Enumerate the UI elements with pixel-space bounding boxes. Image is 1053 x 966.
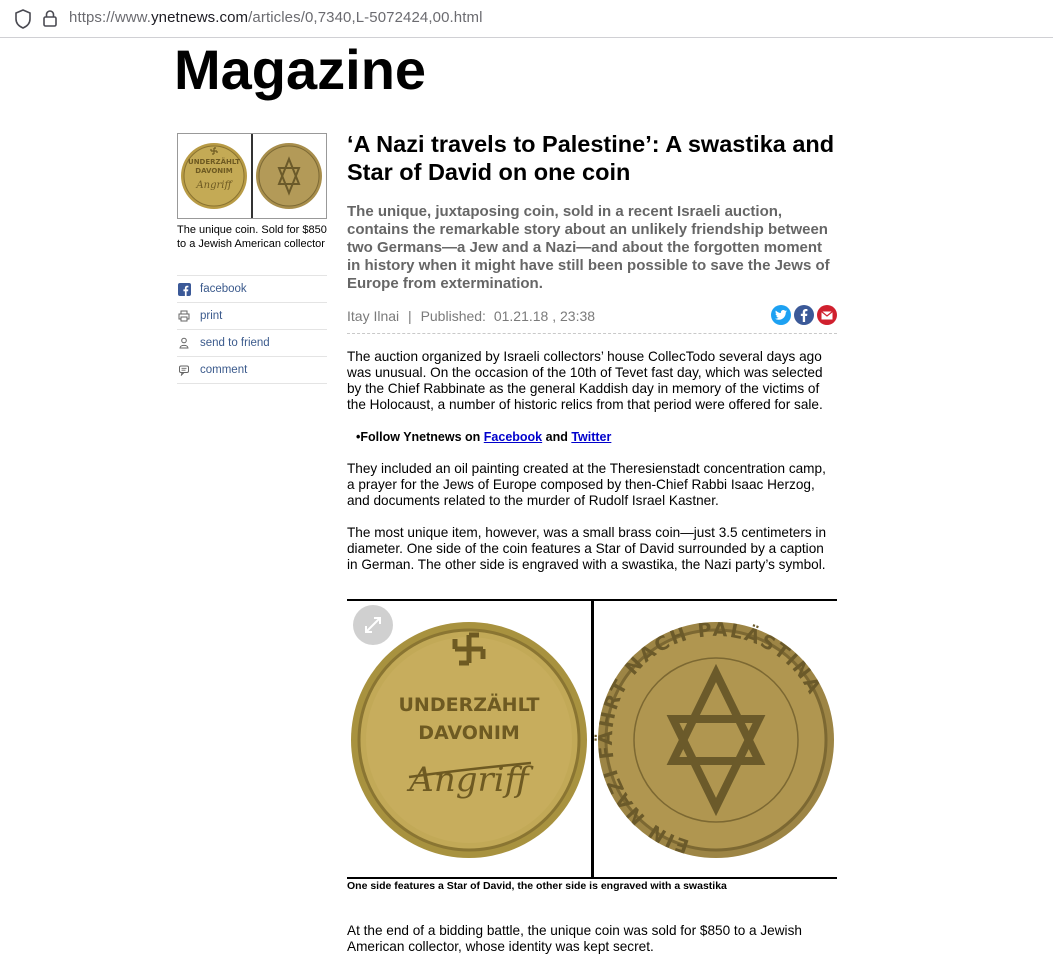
tool-comment[interactable] bbox=[177, 357, 327, 384]
thumb-coin-back bbox=[251, 134, 326, 218]
tool-label: send to friend bbox=[200, 337, 270, 349]
photo-front-script: Angriff bbox=[409, 760, 529, 800]
photo-front-text2: DAVONIM bbox=[418, 722, 520, 744]
url-path: /articles/0,7340,L-5072424,00.html bbox=[248, 9, 483, 26]
author-name[interactable]: Itay Ilnai bbox=[347, 308, 400, 324]
photo-back-ring-text: EIN NAZI FÄHRT NACH PALÄSTINA bbox=[594, 618, 826, 858]
tool-label: print bbox=[200, 310, 223, 322]
expand-icon[interactable] bbox=[353, 605, 393, 645]
photo-caption: One side features a Star of David, the other side is engraved with a swastika bbox=[347, 880, 727, 892]
paragraph-4: At the end of a bidding battle, the unique coin was sold for $850 to a Jewish American collector, whose identity was kept secret. bbox=[347, 923, 802, 954]
share-tools bbox=[177, 275, 327, 384]
url-domain: ynetnews.com bbox=[151, 9, 249, 26]
paragraph-3: The most unique item, however, was a small brass coin—just 3.5 centimeters in diameter. One side of the coin features a Star of David surrounded by a caption in German. The other side is engraved with a swastika, the Nazi party’s symbol. bbox=[347, 525, 827, 572]
article-title: ‘A Nazi travels to Palestine’: A swastika and Star of David on one coin bbox=[347, 131, 835, 185]
tool-label: comment bbox=[200, 364, 248, 376]
thumb-coin-front bbox=[178, 134, 251, 218]
url-scheme: https://www. bbox=[69, 9, 152, 26]
follow-and: and bbox=[542, 430, 572, 444]
thumb-front-text1: UNDERZÄHLT bbox=[188, 158, 240, 166]
follow-line bbox=[347, 430, 837, 444]
article-body bbox=[347, 349, 837, 955]
sidebar bbox=[177, 133, 327, 384]
tool-print[interactable] bbox=[177, 303, 327, 330]
lock-icon[interactable] bbox=[42, 9, 58, 27]
shield-icon[interactable] bbox=[14, 9, 32, 29]
thumb-front-text2: DAVONIM bbox=[195, 167, 233, 175]
facebook-share-icon[interactable] bbox=[794, 305, 814, 325]
article-photo[interactable] bbox=[347, 599, 837, 879]
tool-facebook[interactable] bbox=[177, 276, 327, 303]
byline-separator: | bbox=[408, 308, 412, 324]
section-title: Magazine bbox=[174, 38, 427, 101]
article-subtitle: The unique, juxtaposing coin, sold in a recent Israeli auction, contains the remarkable story about an unlikely friendship between two Germans—a Jew and a Nazi—and about the forgotten moment in history when it might have still been possible to save the Jews of Europe from extermination. bbox=[347, 203, 830, 292]
byline bbox=[347, 305, 837, 334]
published-label: Published: bbox=[420, 308, 486, 324]
person-icon bbox=[177, 336, 191, 350]
comment-icon bbox=[177, 363, 191, 377]
paragraph-2: They included an oil painting created at the Theresienstadt concentration camp, a prayer for the Jews of Europe composed by then-Chief Rabbi Isaac Herzog, and documents related to the murder of Rudolf Israel Kastner. bbox=[347, 461, 826, 508]
twitter-icon[interactable] bbox=[771, 305, 791, 325]
browser-url-bar[interactable] bbox=[0, 0, 1053, 38]
mail-icon[interactable] bbox=[817, 305, 837, 325]
tool-label: facebook bbox=[200, 283, 247, 295]
follow-twitter-link[interactable]: Twitter bbox=[571, 430, 612, 444]
follow-facebook-link[interactable]: Facebook bbox=[483, 430, 543, 444]
facebook-icon bbox=[177, 282, 191, 296]
thumbnail-caption: The unique coin. Sold for $850 to a Jewish American collector bbox=[177, 224, 327, 250]
url-text[interactable] bbox=[69, 9, 483, 26]
follow-prefix: Follow Ynetnews on bbox=[360, 430, 484, 444]
print-icon bbox=[177, 309, 191, 323]
published-date: 01.21.18 , 23:38 bbox=[493, 308, 596, 324]
thumbnail-image[interactable] bbox=[177, 133, 327, 219]
share-buttons bbox=[771, 305, 837, 325]
article bbox=[347, 130, 837, 955]
photo-front-text1: UNDERZÄHLT bbox=[398, 694, 540, 716]
photo-coin-front bbox=[347, 601, 591, 877]
tool-send-to-friend[interactable] bbox=[177, 330, 327, 357]
follow-bullet: • bbox=[356, 430, 361, 444]
photo-coin-back bbox=[591, 601, 837, 877]
thumb-front-script: Angriff bbox=[196, 180, 232, 191]
paragraph-1: The auction organized by Israeli collectors’ house CollecTodo several days ago was unusual. On the occasion of the 10th of Tevet fast day, which was selected by the Chief Rabbinate as the general Kaddish day in memory of the victims of the Holocaust, a number of historic relics from that period were offered for sale. bbox=[347, 349, 823, 412]
